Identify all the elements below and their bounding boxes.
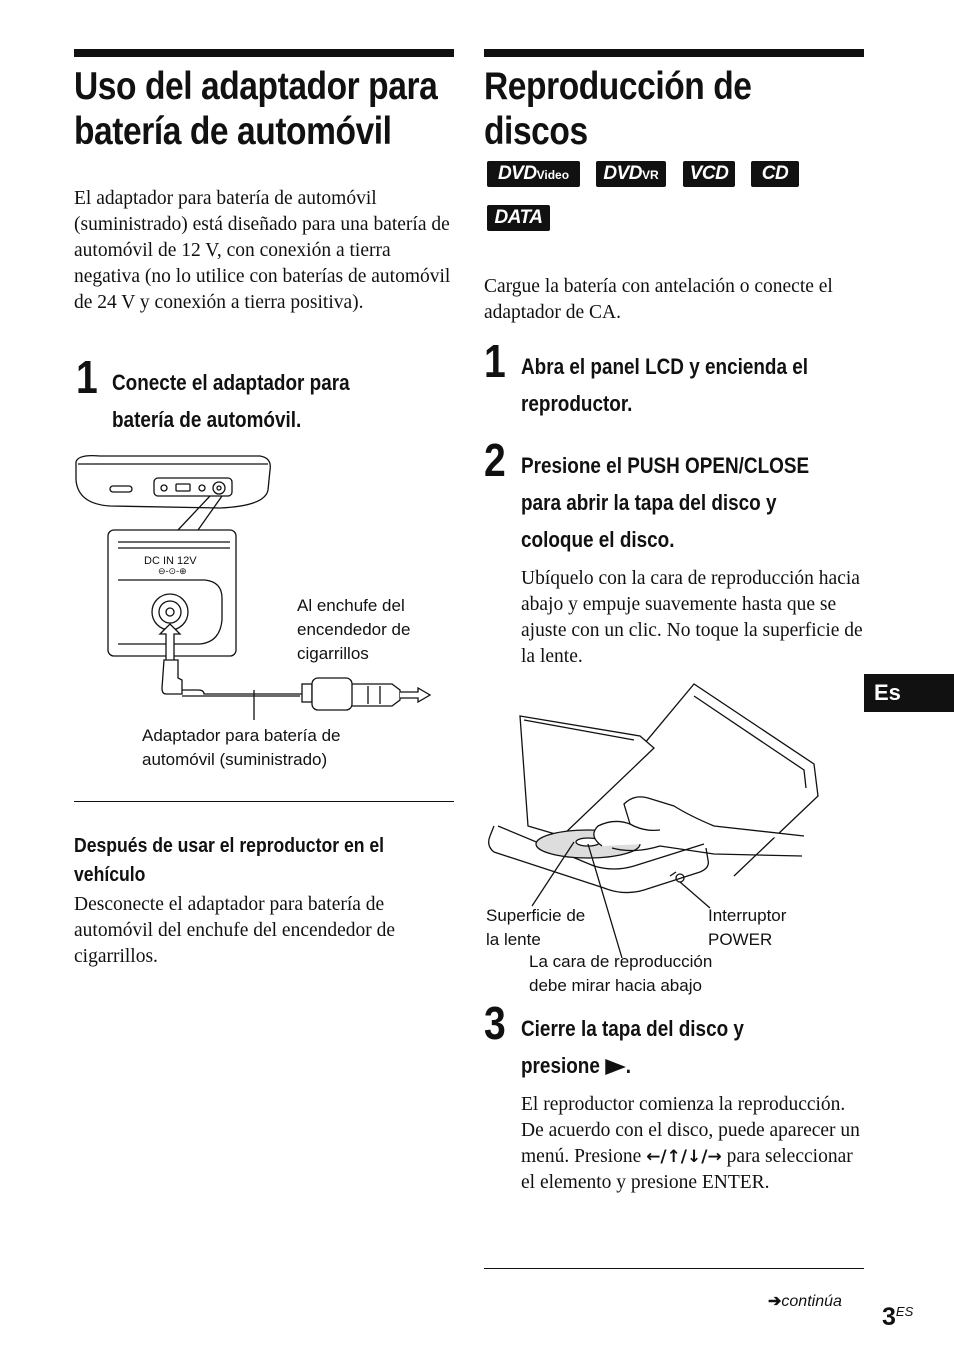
section-title-playback — [484, 64, 752, 154]
step-line: coloque el disco. — [521, 527, 675, 552]
vcd-badge: VCD — [683, 161, 735, 187]
badge-text: DVD — [603, 163, 642, 184]
page-number — [882, 1298, 913, 1331]
step-line: Abra el panel LCD y encienda el — [521, 354, 809, 379]
caption-power-switch — [708, 904, 786, 952]
title-line: Uso del adaptador para — [74, 65, 438, 108]
step-line: batería de automóvil. — [112, 407, 302, 432]
step2-text: Ubíquelo con la cara de reproducción hacia abajo y empuje suavemente hasta que se ajuste con un clic. No toque la superficie de la lente. — [521, 568, 863, 667]
step3-paragraph — [521, 1118, 866, 1196]
step-number: 1 — [76, 351, 98, 403]
arrow-keys-icon: ←/↑/↓/→ — [646, 1147, 722, 1167]
step-number: 3 — [484, 997, 506, 1049]
step-line: Cierre la tapa del disco y — [521, 1016, 744, 1041]
step-line-text: presione — [521, 1053, 600, 1078]
step-number: 1 — [484, 335, 506, 387]
dvd-video-badge — [487, 161, 580, 187]
step-line: presione . — [521, 1053, 632, 1078]
intro-paragraph: Cargue la batería con antelación o conecte el adaptador de CA. — [484, 276, 833, 323]
caption-line: Adaptador para batería de — [142, 726, 341, 745]
step-title — [112, 364, 350, 438]
arrow-right-icon: ➔ — [768, 1293, 782, 1310]
section-top-rule — [484, 49, 864, 57]
caption-line: Interruptor — [708, 906, 787, 925]
caption-line: Al enchufe del — [297, 596, 405, 615]
badge-text: DVD — [497, 163, 537, 184]
step-line: para abrir la tapa del disco y — [521, 490, 777, 515]
text-run: para seleccionar el elemento y presione ENTER. — [521, 1146, 853, 1193]
after-use-heading — [74, 832, 384, 890]
title-line: batería de automóvil — [74, 110, 392, 153]
step3-text — [521, 1092, 866, 1196]
text-run: De acuerdo con el disco, puede aparecer un menú. Presione — [521, 1120, 860, 1167]
page-number-digit: 3 — [882, 1303, 896, 1331]
caption-line: La cara de reproducción — [529, 952, 713, 971]
badge-subtext: Video — [536, 168, 570, 182]
caption-line: encendedor de — [297, 620, 411, 639]
language-tab: Es — [864, 674, 954, 712]
section-title-car-adapter — [74, 64, 437, 154]
dvd-vr-badge — [596, 161, 666, 187]
step-number: 2 — [484, 434, 506, 486]
caption-line: automóvil (suministrado) — [142, 750, 328, 769]
step-title — [521, 447, 809, 558]
caption-line: debe mirar hacia abajo — [529, 976, 702, 995]
step-title — [521, 1010, 744, 1084]
badge-subtext: VR — [641, 168, 659, 182]
dc-in-label: DC IN 12V — [144, 555, 197, 567]
data-badge: DATA — [487, 205, 550, 231]
page-suffix: ES — [895, 1304, 914, 1319]
heading-line: vehículo — [74, 864, 146, 886]
caption-line: Superficie de — [486, 906, 586, 925]
intro-paragraph: El adaptador para batería de automóvil (suministrado) está diseñado para una batería de automóvil de 12 V, con conexión a tierra negativa (no lo utilice con baterías de automóvil de 24 V y conexión a tierra positiva). — [74, 188, 451, 313]
title-line: discos — [484, 110, 588, 153]
step-line: Presione el PUSH OPEN/CLOSE — [521, 453, 810, 478]
step-line: Conecte el adaptador para — [112, 370, 350, 395]
caption-car-adapter — [142, 724, 340, 772]
car-adapter-diagram — [70, 450, 460, 730]
caption-line: cigarrillos — [297, 644, 369, 663]
caption-line: POWER — [708, 930, 773, 949]
continues-note — [768, 1292, 842, 1312]
caption-playback-face — [529, 950, 712, 998]
after-use-text: Desconecte el adaptador para batería de automóvil del enchufe del encendedor de cigarrillos. — [74, 894, 396, 967]
continues-text: continúa — [781, 1293, 842, 1310]
caption-lens-surface — [486, 904, 585, 952]
step-line: reproductor. — [521, 391, 633, 416]
caption-cigarette-outlet — [297, 594, 410, 666]
step3-paragraph: El reproductor comienza la reproducción. — [521, 1094, 846, 1115]
divider — [484, 1268, 864, 1269]
divider — [74, 801, 454, 802]
heading-line: Después de usar el reproductor en el — [74, 835, 385, 857]
title-line: Reproducción de — [484, 65, 752, 108]
play-icon — [605, 1059, 626, 1075]
caption-line: la lente — [486, 930, 541, 949]
section-top-rule — [74, 49, 454, 57]
polarity-icon: ⊖-⊙-⊕ — [158, 566, 187, 576]
cd-badge: CD — [751, 161, 799, 187]
step-title — [521, 348, 808, 422]
